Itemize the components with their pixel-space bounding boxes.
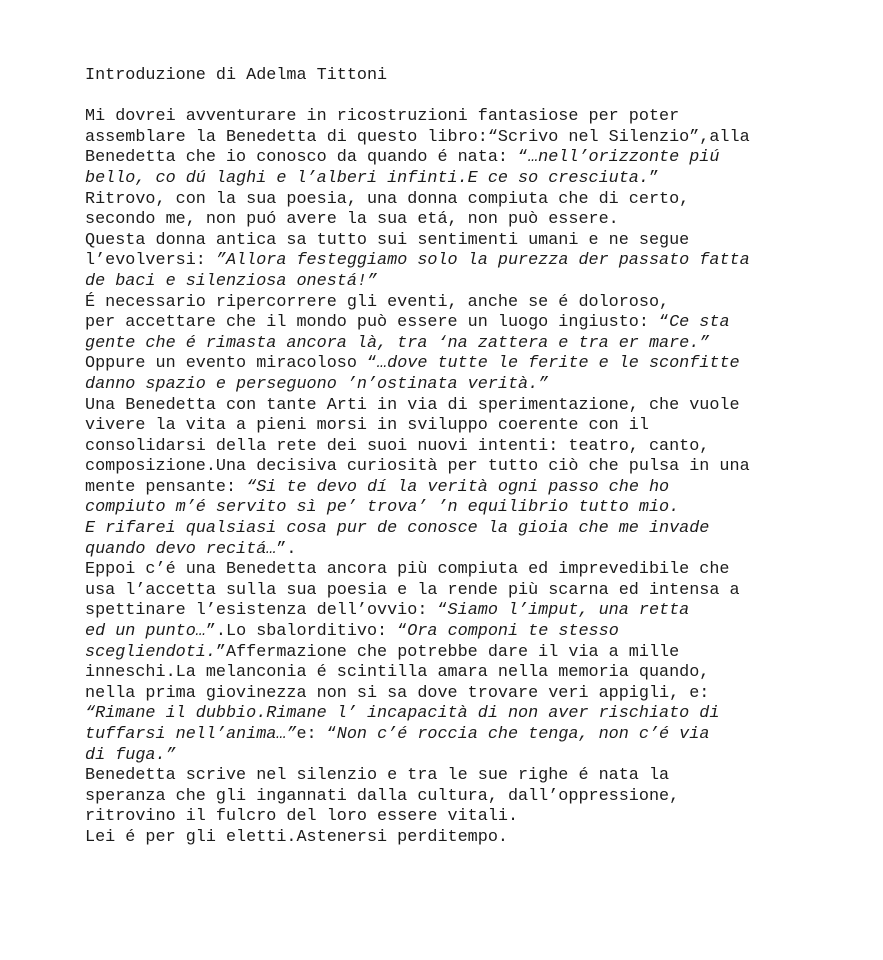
text-line xyxy=(85,416,875,437)
text-line xyxy=(85,375,875,396)
text-line xyxy=(85,478,875,499)
italic-quote-segment: quando devo recitá… xyxy=(85,539,277,559)
text-segment: Lei é per gli eletti.Astenersi perditempo. xyxy=(85,827,508,847)
text-segment: Una Benedetta con tante Arti in via di sperimentazione, che vuole xyxy=(85,395,740,415)
text-line xyxy=(85,746,875,767)
text-line xyxy=(85,787,875,808)
italic-quote-segment: gente che é rimasta ancora là, tra ‘na zattera e tra er mare.” xyxy=(85,333,710,353)
italic-quote-segment: Ora componi te stesso xyxy=(407,622,619,642)
text-line xyxy=(85,313,875,334)
text-line xyxy=(85,169,875,190)
text-line xyxy=(85,128,875,149)
text-segment: ”.Lo sbalorditivo: “ xyxy=(205,622,408,642)
text-line xyxy=(85,396,875,417)
text-line xyxy=(85,704,875,725)
italic-quote-segment: Siamo l’imput, una retta xyxy=(447,601,690,621)
text-segment: Oppure un evento miracoloso “ xyxy=(85,354,378,374)
italic-quote-segment: compiuto m’é servito sì pe’ trova’ ’n equilibrio tutto mio. xyxy=(85,498,680,518)
text-line xyxy=(85,293,875,314)
text-segment: usa l’accetta sulla sua poesia e la rende più scarna ed intensa a xyxy=(85,580,740,600)
text-line xyxy=(85,354,875,375)
text-segment: Questa donna antica sa tutto sui sentimenti umani e ne segue xyxy=(85,230,690,250)
text-line xyxy=(85,828,875,849)
text-segment: e: “ xyxy=(296,725,337,744)
italic-quote-segment: Non c’é roccia che tenga, non c’é via xyxy=(336,725,710,744)
text-line xyxy=(85,190,875,211)
italic-quote-segment: scegliendoti. xyxy=(85,642,216,662)
text-line xyxy=(85,643,875,664)
document-page xyxy=(85,66,875,849)
text-segment: ”Affermazione che potrebbe dare il via a mille xyxy=(215,642,680,662)
italic-quote-segment: tuffarsi nell’anima…” xyxy=(85,725,297,744)
italic-quote-segment: …dove tutte le ferite e le sconfitte xyxy=(377,354,740,374)
text-line xyxy=(85,272,875,293)
italic-quote-segment: “Rimane il dubbio.Rimane l’ incapacità di non aver rischiato di xyxy=(85,704,720,724)
text-line xyxy=(85,684,875,705)
text-line xyxy=(85,663,875,684)
text-line xyxy=(85,807,875,828)
text-segment: Benedetta che io conosco da quando é nata: “ xyxy=(85,148,529,168)
text-segment: Benedetta scrive nel silenzio e tra le sue righe é nata la xyxy=(85,766,670,786)
text-line xyxy=(85,560,875,581)
text-segment: É necessario ripercorrere gli eventi, anche se é doloroso, xyxy=(85,292,670,312)
text-line xyxy=(85,725,875,746)
text-line xyxy=(85,498,875,519)
italic-quote-segment: “Si te devo dí la verità ogni passo che ho xyxy=(246,477,670,497)
text-segment: assemblare la Benedetta di questo libro:“Scrivo nel Silenzio”,alla xyxy=(85,127,750,147)
text-segment: vivere la vita a pieni morsi in sviluppo coerente con il xyxy=(85,416,649,436)
text-segment: inneschi.La melanconia é scintilla amara nella memoria quando, xyxy=(85,663,710,683)
text-line xyxy=(85,766,875,787)
text-segment: Mi dovrei avventurare in ricostruzioni fantasiose per poter xyxy=(85,107,680,127)
text-line xyxy=(85,148,875,169)
text-line xyxy=(85,437,875,458)
text-segment: ritrovino il fulcro del loro essere vitali. xyxy=(85,807,519,827)
italic-quote-segment: ”Allora festeggiamo solo la purezza der passato fatta xyxy=(215,251,750,271)
document-body xyxy=(85,107,875,848)
text-segment: spettinare l’esistenza dell’ovvio: “ xyxy=(85,601,448,621)
text-line xyxy=(85,107,875,128)
italic-quote-segment: bello, co dú laghi e l’alberi infinti.E ce so cresciuta. xyxy=(85,168,649,188)
text-segment: nella prima giovinezza non si sa dove trovare veri appigli, e: xyxy=(85,683,710,703)
text-segment: composizione.Una decisiva curiosità per tutto ciò che pulsa in una xyxy=(85,457,750,477)
text-line xyxy=(85,581,875,602)
text-line xyxy=(85,231,875,252)
text-line xyxy=(85,457,875,478)
text-segment: Ritrovo, con la sua poesia, una donna compiuta che di certo, xyxy=(85,189,690,209)
paragraph-spacer xyxy=(85,87,875,108)
text-segment: ”. xyxy=(276,539,297,559)
italic-quote-segment: de baci e silenziosa onestá!” xyxy=(85,271,378,291)
document-title: Introduzione di Adelma Tittoni xyxy=(85,66,388,85)
text-line xyxy=(85,540,875,561)
text-segment: consolidarsi della rete dei suoi nuovi intenti: teatro, canto, xyxy=(85,436,710,456)
text-segment: per accettare che il mondo può essere un luogo ingiusto: “ xyxy=(85,313,670,333)
italic-quote-segment: ed un punto… xyxy=(85,622,206,642)
text-segment: l’evolversi: xyxy=(85,251,216,271)
italic-quote-segment: di fuga.” xyxy=(85,745,176,765)
italic-quote-segment: danno spazio e perseguono ’n’ostinata verità.” xyxy=(85,374,549,394)
text-line xyxy=(85,622,875,643)
text-segment: mente pensante: xyxy=(85,477,247,497)
text-segment: speranza che gli ingannati dalla cultura, dall’oppressione, xyxy=(85,786,680,806)
text-segment: secondo me, non puó avere la sua etá, non può essere. xyxy=(85,210,619,230)
italic-quote-segment: E rifarei qualsiasi cosa pur de conosce la gioia che me invade xyxy=(85,519,710,539)
text-segment: Eppoi c’é una Benedetta ancora più compiuta ed imprevedibile che xyxy=(85,560,730,580)
text-line xyxy=(85,601,875,622)
text-line xyxy=(85,251,875,272)
italic-quote-segment: …nell’orizzonte piú xyxy=(528,148,720,168)
text-segment: ” xyxy=(648,168,660,188)
text-line xyxy=(85,210,875,231)
text-line xyxy=(85,519,875,540)
italic-quote-segment: Ce sta xyxy=(669,313,730,333)
text-line xyxy=(85,334,875,355)
